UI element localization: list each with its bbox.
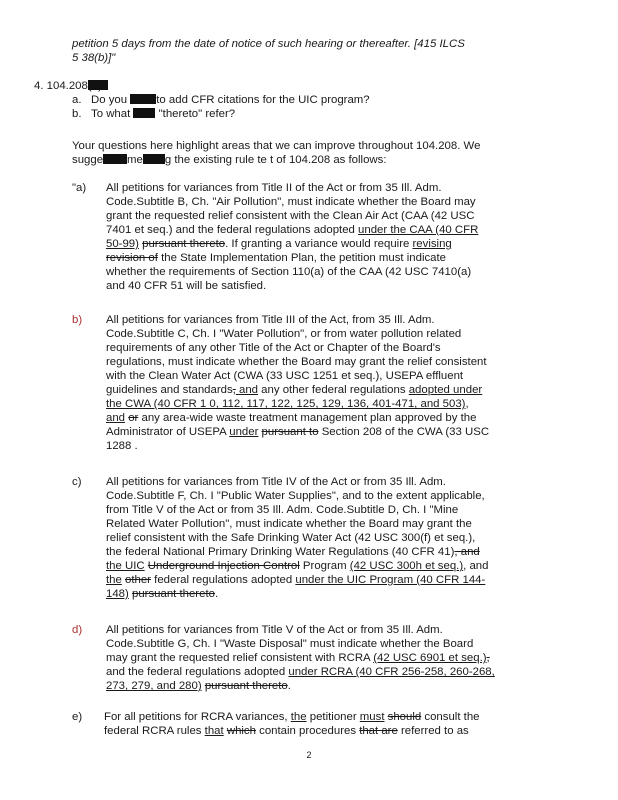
redaction-mark	[103, 154, 127, 164]
para-d-line: All petitions for variances from Title V of the Act or from 35 Ill. Adm.	[106, 624, 443, 636]
para-b-line: Code.Subtitle C, Ch. I "Water Pollution", or from water pollution related	[106, 328, 462, 340]
response-line: sugge me g the existing rule te t of 104.208 as follows:	[72, 154, 387, 166]
para-a-label: "a)	[72, 182, 87, 194]
para-b-line: 1288 .	[106, 440, 138, 452]
para-e-line: For all petitions for RCRA variances, the petitioner must should consult the	[104, 711, 480, 723]
para-b-label: b)	[72, 314, 83, 326]
para-b-line: Administrator of USEPA under pursuant to Section 208 of the CWA (33 USC	[106, 426, 490, 438]
para-c-line: the federal National Primary Drinking Water Regulations (40 CFR 41), and	[106, 546, 480, 558]
para-d-line: and the federal regulations adopted under RCRA (40 CFR 256-258, 260-268,	[106, 666, 495, 678]
para-b-line: the CWA (40 CFR 1 0, 112, 117, 122, 125, 129, 136, 401-471, and 503),	[106, 398, 469, 410]
question-a: a. Do you to add CFR citations for the UIC program?	[72, 94, 370, 106]
para-c-line: relief consistent with the Safe Drinking Water Act (42 USC 300(f) et seq.),	[106, 532, 476, 544]
redaction-mark	[88, 80, 108, 90]
para-c-line: the other federal regulations adopted under the UIC Program (40 CFR 144-	[106, 574, 486, 586]
question-b: b. To what "thereto" refer?	[72, 108, 236, 120]
para-c-line: Code.Subtitle F, Ch. I "Public Water Supplies", and to the extent applicable,	[106, 490, 485, 502]
para-b-line: and or any area-wide waste treatment management plan approved by the	[106, 412, 477, 424]
redaction-mark	[133, 108, 155, 118]
para-a-line: 50-99) pursuant thereto. If granting a variance would require revising	[106, 238, 452, 250]
para-c-line: Related Water Pollution", must indicate whether the Board may grant the	[106, 518, 472, 530]
page-number: 2	[306, 750, 312, 760]
para-d-line: Code.Subtitle G, Ch. I "Waste Disposal" must indicate whether the Board	[106, 638, 474, 650]
para-a-line: revision of the State Implementation Plan, the petition must indicate	[106, 252, 447, 264]
para-a-line: All petitions for variances from Title II of the Act or from 35 Ill. Adm.	[106, 182, 442, 194]
intro-line: petition 5 days from the date of notice of such hearing or thereafter. [415 ILCS	[72, 38, 465, 50]
para-a-line: grant the requested relief consistent with the Clean Air Act (CAA (42 USC	[106, 210, 475, 222]
para-b-line: All petitions for variances from Title III of the Act, from 35 Ill. Adm.	[106, 314, 435, 326]
para-c-label: c)	[72, 476, 82, 488]
para-c-line: 148) pursuant thereto.	[106, 588, 219, 600]
redaction-mark	[130, 94, 156, 104]
para-d-label: d)	[72, 624, 83, 636]
para-b-line: guidelines and standards, and any other federal regulations adopted under	[106, 384, 483, 396]
para-a-line: whether the requirements of Section 110(a) of the CAA (42 USC 7410(a)	[106, 266, 472, 278]
para-b-line: regulations, must indicate whether the Board may grant the relief consistent	[106, 356, 487, 368]
intro-line: 5 38(b)]"	[72, 52, 116, 64]
para-b-line: with the Clean Water Act (CWA (33 USC 1251 et seq.), USEPA effluent	[106, 370, 464, 382]
para-d-line: may grant the requested relief consistent with RCRA (42 USC 6901 et seq.),	[106, 652, 490, 664]
para-a-line: and 40 CFR 51 will be satisfied.	[106, 280, 267, 292]
response-line: Your questions here highlight areas that we can improve throughout 104.208. We	[72, 140, 481, 152]
para-c-line: All petitions for variances from Title IV of the Act or from 35 Ill. Adm.	[106, 476, 446, 488]
redaction-mark	[143, 154, 165, 164]
para-e-label: e)	[72, 711, 83, 723]
para-c-line: the UIC Underground Injection Control Program (42 USC 300h et seq.), and	[106, 560, 489, 572]
para-a-line: 7401 et seq.) and the federal regulations adopted under the CAA (40 CFR	[106, 224, 479, 236]
para-b-line: requirements of any other Title of the Act or Chapter of the Board's	[106, 342, 441, 354]
item-4-heading: 4. 104.208	[34, 79, 102, 93]
para-c-line: from Title V of the Act or from 35 Ill. Adm. Code.Subtitle D, Ch. I "Mine	[106, 504, 459, 516]
para-d-line: 273, 279, and 280) pursuant thereto.	[106, 680, 291, 692]
para-a-line: Code.Subtitle B, Ch. "Air Pollution", must indicate whether the Board may	[106, 196, 476, 208]
para-e-line: federal RCRA rules that which contain procedures that are referred to as	[104, 725, 469, 737]
